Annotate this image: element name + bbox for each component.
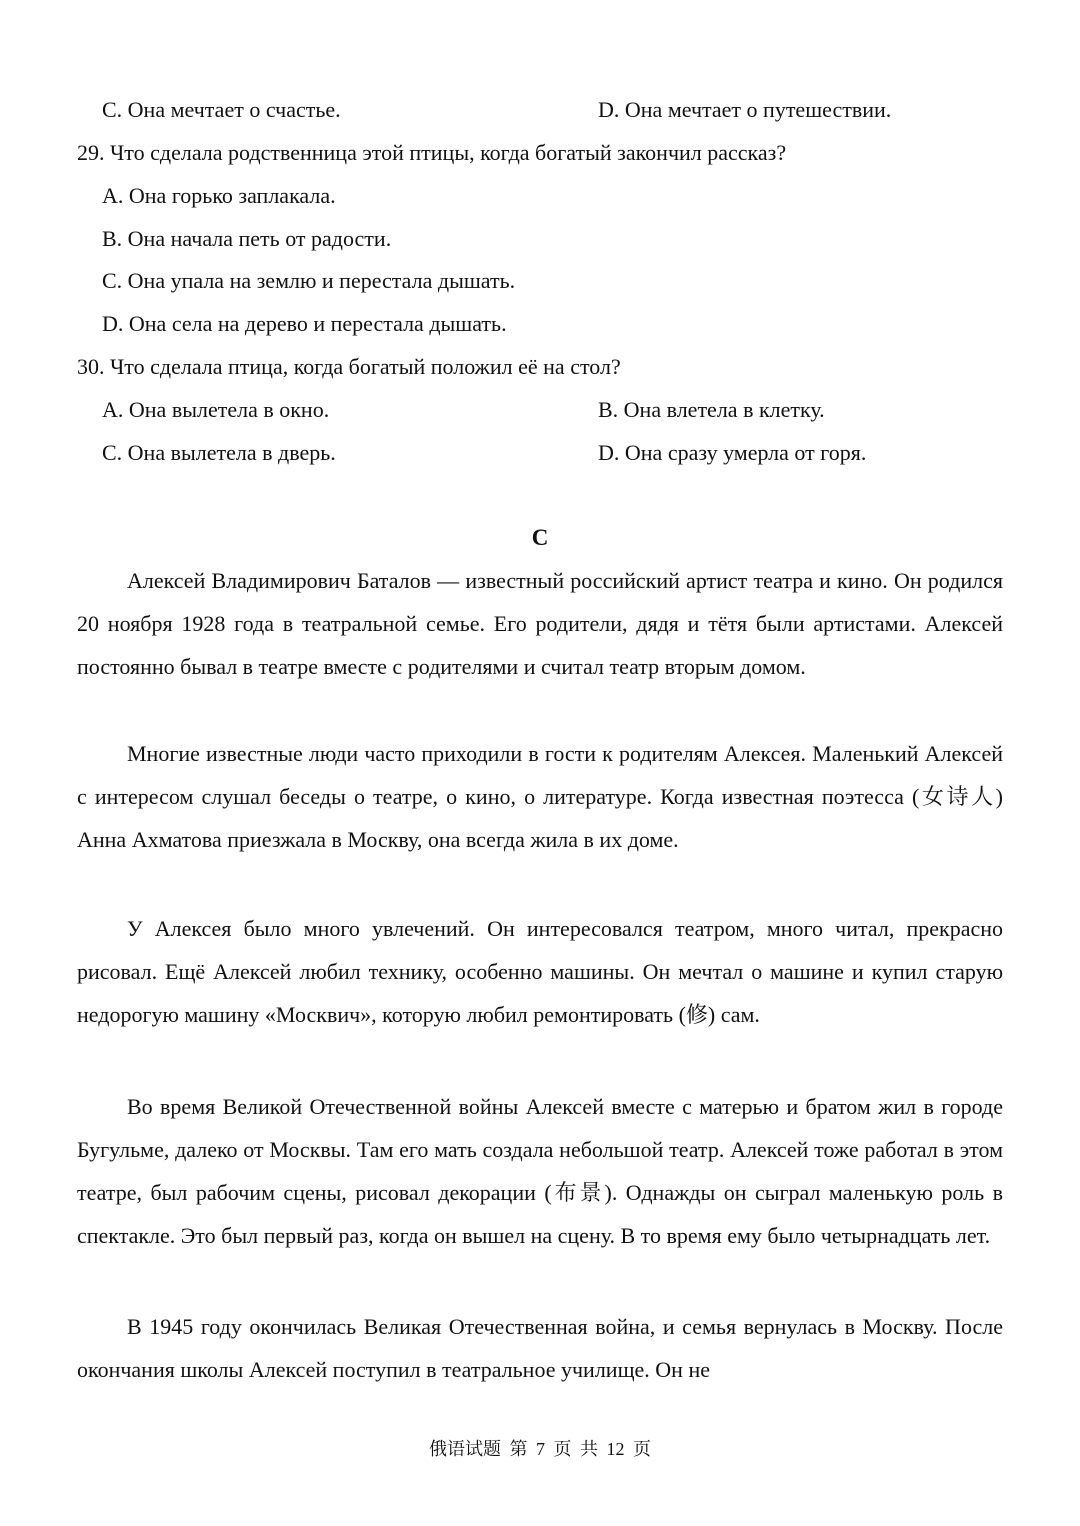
q29-option-c: C. Она упала на землю и перестала дышать. xyxy=(102,268,516,293)
q29-question: 29. Что сделала родственница этой птицы, когда богатый закончил рассказ? xyxy=(77,140,787,165)
q29-option-b: B. Она начала петь от радости. xyxy=(102,226,392,251)
q28-option-c: C. Она мечтает о счастье. xyxy=(102,97,341,122)
q30-option-b: B. Она влетела в клетку. xyxy=(598,397,825,422)
q30-options-row-ab xyxy=(0,395,1080,425)
q30-question: 30. Что сделала птица, когда богатый положил её на стол? xyxy=(77,354,621,379)
q28-option-d: D. Она мечтает о путешествии. xyxy=(598,97,892,122)
q30-options-row-cd xyxy=(0,438,1080,468)
paragraph-1: Алексей Владимирович Баталов — известный российский артист театра и кино. Он родился 20 ноября 1928 года в театральной семье. Его родители, дядя и тётя были артистами. Алексей постоянно бывал в театре вместе с родителями и считал театр вторым домом. xyxy=(77,568,1003,679)
q28-options-row-cd xyxy=(0,95,1080,125)
paragraph-4: Во время Великой Отечественной войны Алексей вместе с матерью и братом жил в городе Бугульме, далеко от Москвы. Там его мать создала небольшой театр. Алексей тоже работал в этом театре, был рабочим сцены, рисовал декорации (布景). Однажды он сыграл маленькую роль в спектакле. Это был первый раз, когда он вышел на сцену. В то время ему было четырнадцать лет. xyxy=(77,1094,1003,1248)
paragraph-3: У Алексея было много увлечений. Он интересовался театром, много читал, прекрасно рисовал. Ещё Алексей любил технику, особенно машины. Он мечтал о машине и купил старую недорогую машину «Москвич», которую любил ремонтировать (修) сам. xyxy=(77,916,1003,1027)
section-heading: C xyxy=(531,525,549,550)
paragraph-5: В 1945 году окончилась Великая Отечественная война, и семья вернулась в Москву. После окончания школы Алексей поступил в театральное училище. Он не xyxy=(77,1314,1003,1382)
q30-option-a: A. Она вылетела в окно. xyxy=(102,397,330,422)
page-footer: 俄语试题 第 7 页 共 12 页 xyxy=(429,1439,651,1459)
q30-option-d: D. Она сразу умерла от горя. xyxy=(598,440,867,465)
q29-option-a: A. Она горько заплакала. xyxy=(102,183,336,208)
q29-option-d: D. Она села на дерево и перестала дышать. xyxy=(102,311,507,336)
paragraph-2: Многие известные люди часто приходили в гости к родителям Алексея. Маленький Алексей с интересом слушал беседы о театре, о кино, о литературе. Когда известная поэтесса (女诗人) Анна Ахматова приезжала в Москву, она всегда жила в их доме. xyxy=(77,741,1003,852)
q30-option-c: C. Она вылетела в дверь. xyxy=(102,440,336,465)
